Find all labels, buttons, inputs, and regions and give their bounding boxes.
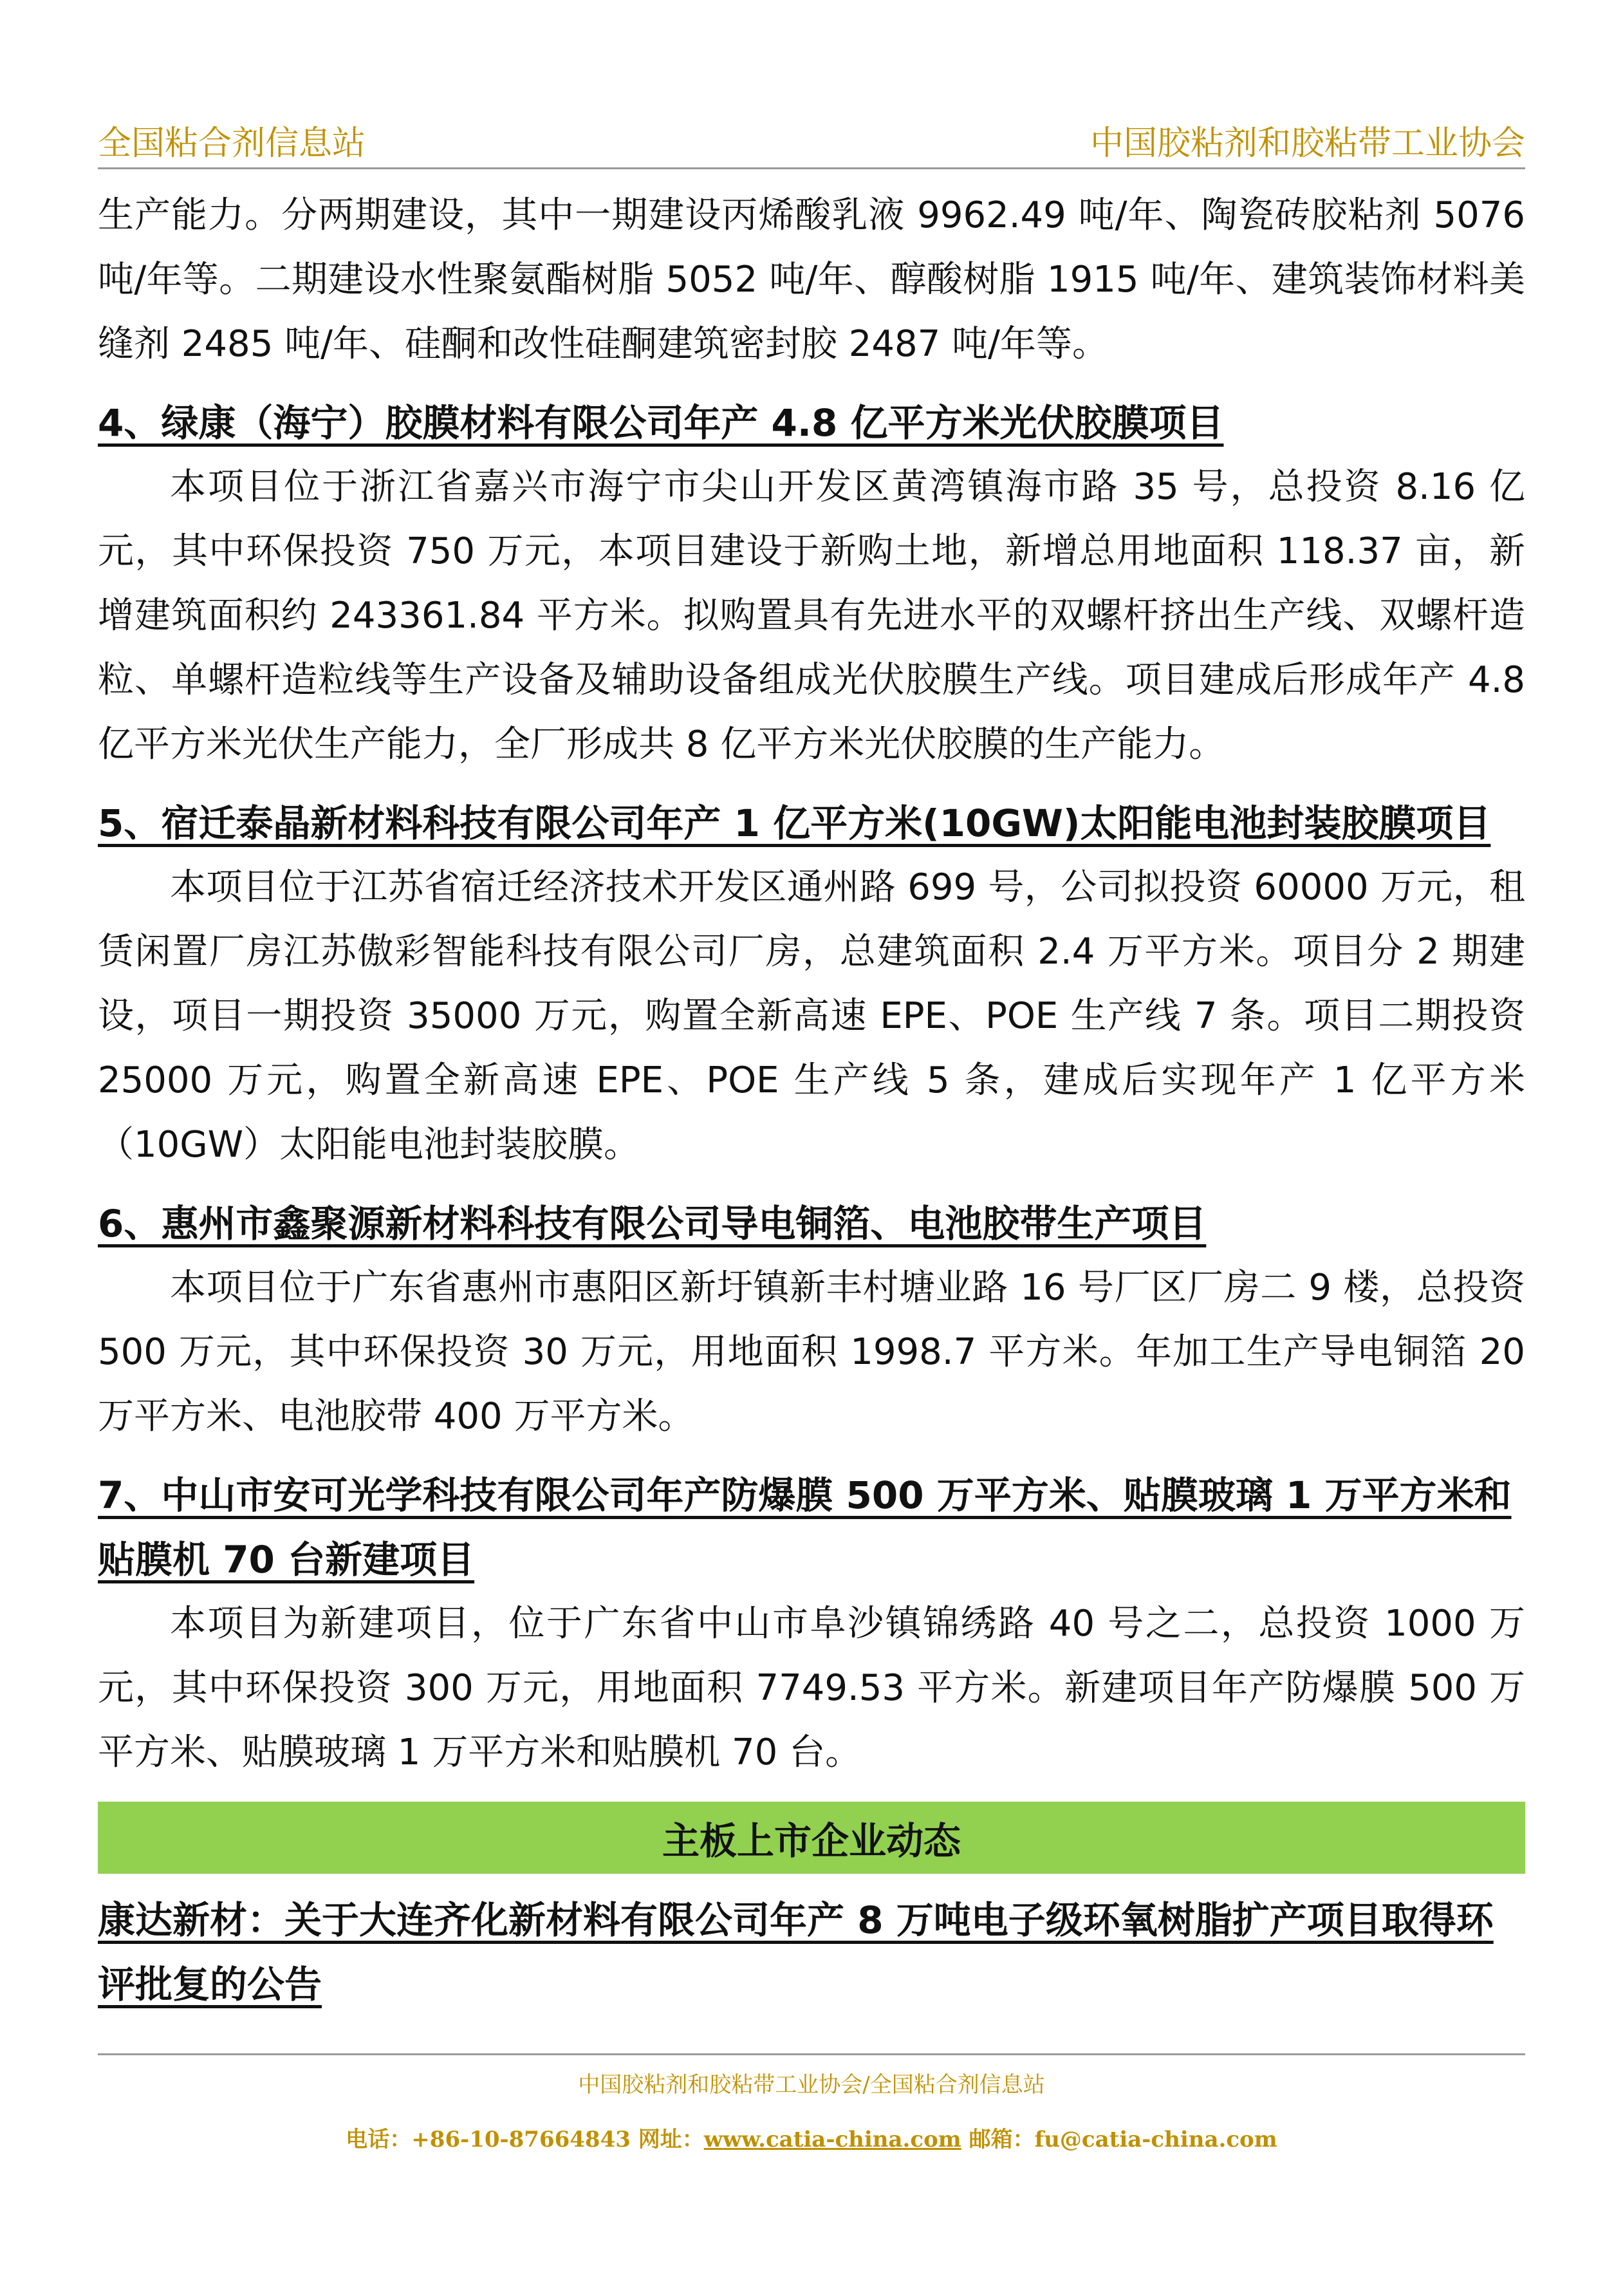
project-4-title: 4、绿康（海宁）胶膜材料有限公司年产 4.8 亿平方米光伏胶膜项目 <box>98 401 1224 445</box>
header-left-title: 全国粘合剂信息站 <box>98 124 366 163</box>
footer-organization: 中国胶粘剂和胶粘带工业协会/全国粘合剂信息站 <box>578 2072 1045 2098</box>
footer-website-link[interactable]: www.catia-china.com <box>703 2127 961 2152</box>
footer-contact <box>98 2122 1525 2153</box>
intro-paragraph: 生产能力。分两期建设，其中一期建设丙烯酸乳液 9962.49 吨/年、陶瓷砖胶粘剂 5076 吨/年等。二期建设水性聚氨酯树脂 5052 吨/年、醇酸树脂 1915 吨/年、建筑装饰材料美缝剂 2485 吨/年、硅酮和改性硅酮建筑密封胶 2487 吨/年等。 <box>98 194 1525 365</box>
project-5-body: 本项目位于江苏省宿迁经济技术开发区通州路 699 号，公司拟投资 60000 万元，租赁闲置厂房江苏傲彩智能科技有限公司厂房，总建筑面积 2.4 万平方米。项目分 2 期建设，项目一期投资 35000 万元，购置全新高速 EPE、POE 生产线 7 条。项目二期投资 25000 万元，购置全新高速 EPE、POE 生产线 5 条，建成后实现年产 1 亿平方米（10GW）太阳能电池封装胶膜。 <box>98 866 1525 1166</box>
page-header <box>98 109 1525 169</box>
news-title: 康达新材：关于大连齐化新材料有限公司年产 8 万吨电子级环氧树脂扩产项目取得环评批复的公告 <box>98 1898 1494 2006</box>
footer-email[interactable]: fu@catia-china.com <box>1034 2127 1277 2152</box>
section-banner-label: 主板上市企业动态 <box>662 1819 961 1863</box>
page-footer <box>98 2053 1525 2153</box>
page-content <box>98 183 1525 2017</box>
project-6-body: 本项目位于广东省惠州市惠阳区新圩镇新丰村塘业路 16 号厂区厂房二 9 楼，总投资 500 万元，其中环保投资 30 万元，用地面积 1998.7 平方米。年加工生产导电铜箔 20 万平方米、电池胶带 400 万平方米。 <box>98 1267 1525 1437</box>
project-7-body: 本项目为新建项目，位于广东省中山市阜沙镇锦绣路 40 号之二，总投资 1000 万元，其中环保投资 300 万元，用地面积 7749.53 平方米。新建项目年产防爆膜 500 万平方米、贴膜玻璃 1 万平方米和贴膜机 70 台。 <box>98 1603 1525 1773</box>
project-6-title: 6、惠州市鑫聚源新材料科技有限公司导电铜箔、电池胶带生产项目 <box>98 1202 1207 1246</box>
header-right-title: 中国胶粘剂和胶粘带工业协会 <box>1090 124 1525 163</box>
project-7-title: 7、中山市安可光学科技有限公司年产防爆膜 500 万平方米、贴膜玻璃 1 万平方米和贴膜机 70 台新建项目 <box>98 1473 1512 1582</box>
footer-email-label: 邮箱： <box>961 2127 1035 2152</box>
project-4-body: 本项目位于浙江省嘉兴市海宁市尖山开发区黄湾镇海市路 35 号，总投资 8.16 亿元，其中环保投资 750 万元，本项目建设于新购土地，新增总用地面积 118.37 亩，新增建筑面积约 243361.84 平方米。拟购置具有先进水平的双螺杆挤出生产线、双螺杆造粒、单螺杆造粒线等生产设备及辅助设备组成光伏胶膜生产线。项目建成后形成年产 4.8 亿平方米光伏生产能力，全厂形成共 8 亿平方米光伏胶膜的生产能力。 <box>98 466 1525 765</box>
footer-phone: 电话：+86-10-87664843 网址： <box>346 2127 704 2152</box>
project-5-title: 5、宿迁泰晶新材料科技有限公司年产 1 亿平方米(10GW)太阳能电池封装胶膜项目 <box>98 801 1491 845</box>
section-banner <box>98 1802 1525 1874</box>
